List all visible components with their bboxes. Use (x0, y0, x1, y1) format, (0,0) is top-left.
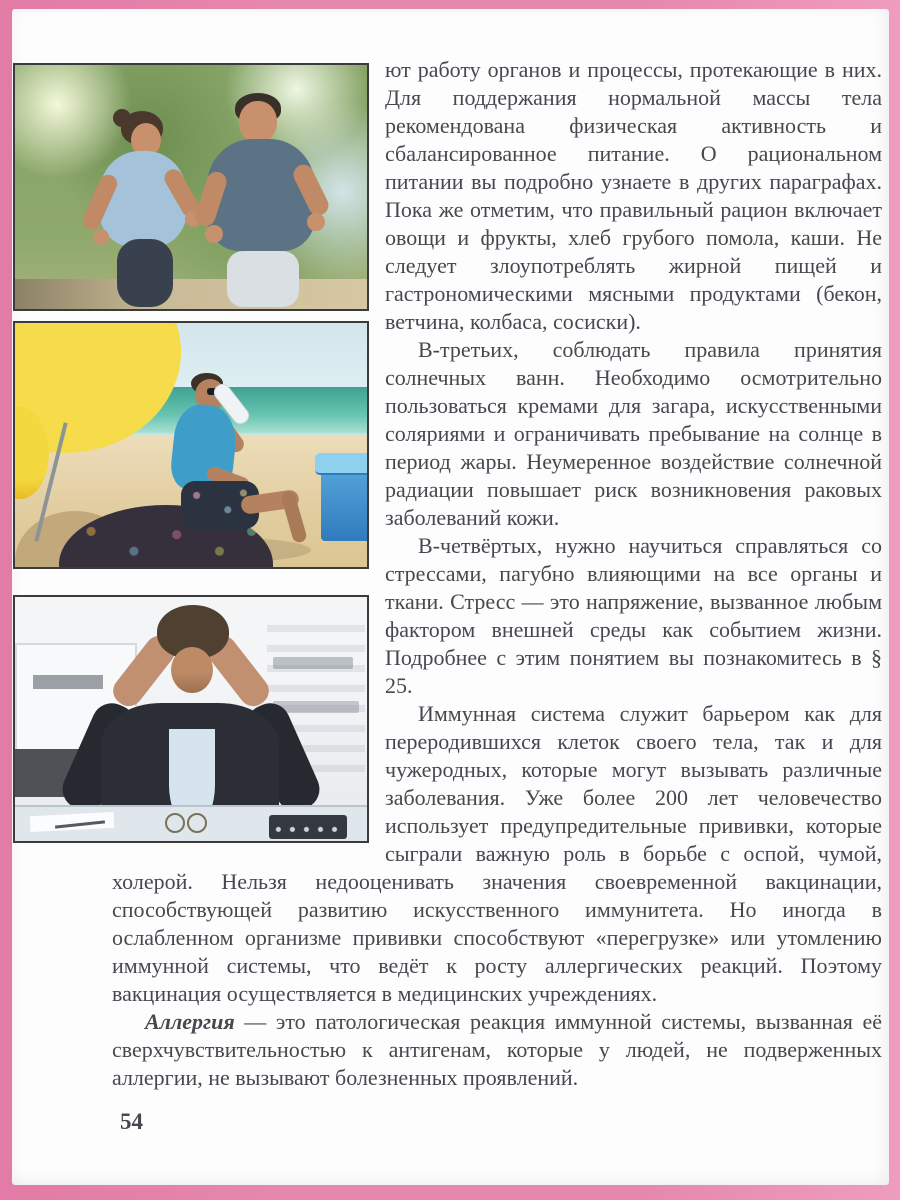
photo-stressed-man (13, 595, 369, 843)
body-paragraph-stress: В-четвёртых, нужно научиться справляться со стрессами, пагубно влияющими на все органы и ткани. Стресс — это напряжение, вызванное любым фактором внешней среды как событием жизни. Подробнее с этим понятием вы познакомитесь в § 25. (385, 533, 882, 698)
page-content (12, 9, 889, 1185)
woman-hand (93, 229, 109, 245)
man-hand (307, 213, 325, 231)
woman-hair-bun (113, 109, 131, 127)
eyeglasses (187, 813, 207, 833)
leg (280, 490, 308, 544)
calculator (269, 815, 347, 839)
stressed-man (85, 605, 297, 827)
body-paragraph-allergy-definition (112, 1008, 882, 1092)
body-paragraph-continuation: ют работу органов и процессы, протекающие в них. Для поддержания нормальной массы тела рекомендована физическая активность и сбалансированное питание. О рациональном питании вы подробно узнаете в других параграфах. Пока же отметим, что правильный рацион включает овощи и фрукты, хлеб грубого помола, каши. Не следует злоупотреблять жирной пищей и гастрономическими мясными продуктами (бекон, ветчина, колбаса, сосиски). (385, 57, 882, 334)
allergy-definition-text: — это патологическая реакция иммунной системы, вызванная её сверхчувствительностью к антигенам, которые у людей, не подверженных аллергии, не вызывают болезненных проявлений. (112, 1009, 882, 1090)
page-sheet (12, 9, 889, 1185)
eyeglasses (165, 813, 185, 833)
body-paragraph-sun-rules: В-третьих, соблюдать правила принятия солнечных ванн. Необходимо осмотрительно пользоваться кремами для загара, искусственными соляриями и ограничивать пребывание на солнце в период жары. Неумеренное воздействие солнечной радиации повышает риск возникновения раковых заболеваний кожи. (385, 337, 882, 530)
man-face-bowed (171, 647, 213, 693)
man-dark-shirt (207, 139, 315, 251)
photo-jogging-couple (13, 63, 369, 311)
body-paragraph-immune-system: Иммунная система служит барьером как для переродившихся клеток своего тела, так и для чужеродных, которые могут вызывать различные заболевания. Уже более 200 лет человечество использует предупредительные прививки, которые сыграли важную роль в борьбе с оспой, чумой, холерой. Нельзя недооценивать значения своевременной вакцинации, способствующей развитию искусственного иммунитета. Но иногда в ослабленном организме прививки способствуют «перегрузке» или утомлению иммунной системы, что ведёт к росту аллергических реакций. Поэтому вакцинация осуществляется в медицинских учреждениях. (112, 701, 882, 1006)
jogging-woman (93, 111, 193, 307)
man-face (239, 101, 277, 143)
allergy-term: Аллергия (145, 1009, 235, 1034)
photo-column (13, 56, 369, 853)
man-light-shorts (227, 251, 299, 307)
photo-beach-rest (13, 321, 369, 569)
page-number: 54 (120, 1109, 143, 1134)
woman-blue-shirt (99, 151, 187, 247)
woman-leggings (117, 239, 173, 307)
man-hand (205, 225, 223, 243)
jogging-man (205, 93, 317, 309)
cooler-lid (315, 453, 369, 475)
